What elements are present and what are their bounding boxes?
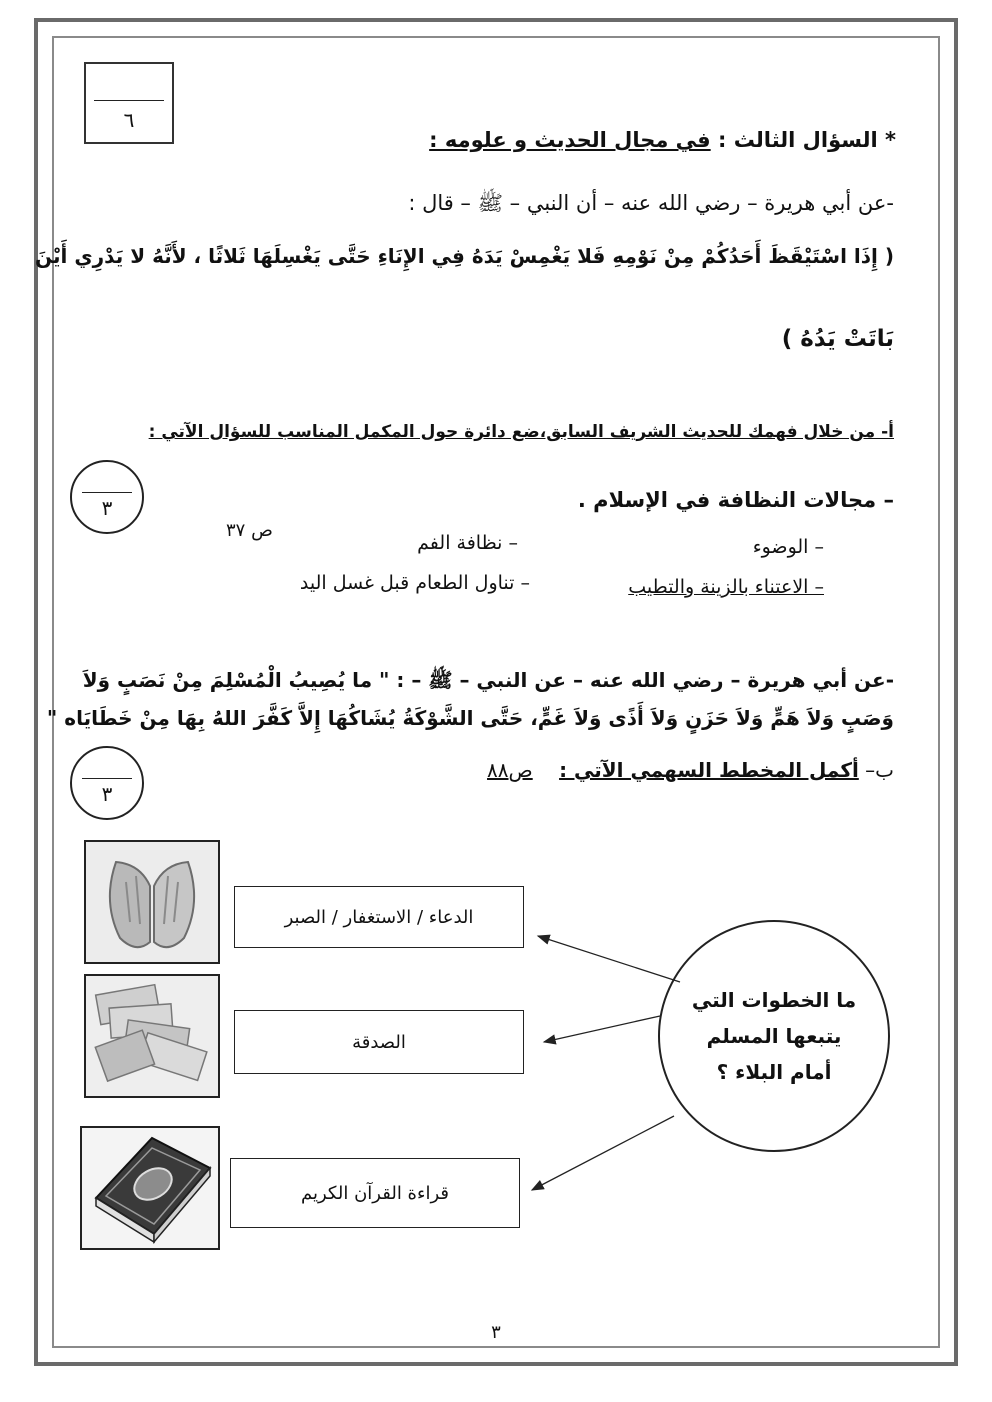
hadith1-intro: -عن أبي هريرة – رضي الله عنه – أن النبي – ﷺ – قال :: [408, 191, 894, 215]
diagram-center-text: ما الخطوات التي يتبعها المسلم أمام البلاء ؟: [691, 988, 857, 1084]
part-b-score: ٣: [101, 782, 113, 806]
page-number: ٣: [491, 1322, 501, 1343]
answer-sadaqa-text: الصدقة: [352, 1031, 406, 1053]
part-a-score: ٣: [101, 496, 113, 520]
hadith1-line1: ( إِذَا اسْتَيْقَظَ أَحَدُكُمْ مِنْ نَوْمِهِ فَلا يَغْمِسْ يَدَهُ فِي الإِنَاءِ حَتَّى يَغْسِلَهَا ثَلاثًا ، لأَنَّهُ لا يَدْرِي أَيْنَ: [35, 244, 894, 268]
question-title-topic: في مجال الحديث و علومه :: [429, 128, 711, 152]
option-adornment[interactable]: – الاعتناء بالزينة والتطيب: [628, 576, 824, 598]
answer-quran-text: قراءة القرآن الكريم: [301, 1182, 449, 1204]
part-b-label: ب–: [865, 758, 894, 782]
part-b-page-ref: ص٨٨: [487, 758, 533, 782]
option-mouth-cleanliness[interactable]: – نظافة الفم: [417, 532, 518, 554]
part-a-question: – مجالات النظافة في الإسلام .: [577, 488, 894, 512]
hadith2-line2: وَصَبٍ وَلاَ هَمٍّ وَلاَ حَزَنٍ وَلاَ أَذًى وَلاَ غَمٍّ، حَتَّى الشَّوْكَةُ يُشَاكُهَا إِلاَّ كَفَّرَ اللهُ بِهَا مِنْ خَطَايَاه ": [46, 706, 894, 730]
option-eating-before-washing[interactable]: – تناول الطعام قبل غسل اليد: [299, 572, 530, 594]
option-wudu[interactable]: – الوضوء: [752, 536, 824, 558]
part-a-instruction: أ- من خلال فهمك للحديث الشريف السابق،ضع دائرة حول المكمل المناسب للسؤال الآتي :: [148, 422, 894, 442]
diagram-center-circle: [658, 920, 890, 1152]
question-title-prefix: * السؤال الثالث :: [717, 128, 896, 152]
part-a-page-ref: ص ٣٧: [226, 520, 273, 541]
hadith1-line2: بَاتَتْ يَدُهُ ): [781, 326, 894, 352]
hadith2-line1: -عن أبي هريرة – رضي الله عنه – عن النبي – ﷺ – : " ما يُصِيبُ الْمُسْلِمَ مِنْ نَصَبٍ وَلاَ: [82, 668, 894, 692]
answer-dua-text: الدعاء / الاستغفار / الصبر: [284, 906, 474, 928]
part-b-instruction: أكمل المخطط السهمي الآتي :: [559, 758, 859, 782]
score-box-value: ٦: [123, 108, 135, 132]
